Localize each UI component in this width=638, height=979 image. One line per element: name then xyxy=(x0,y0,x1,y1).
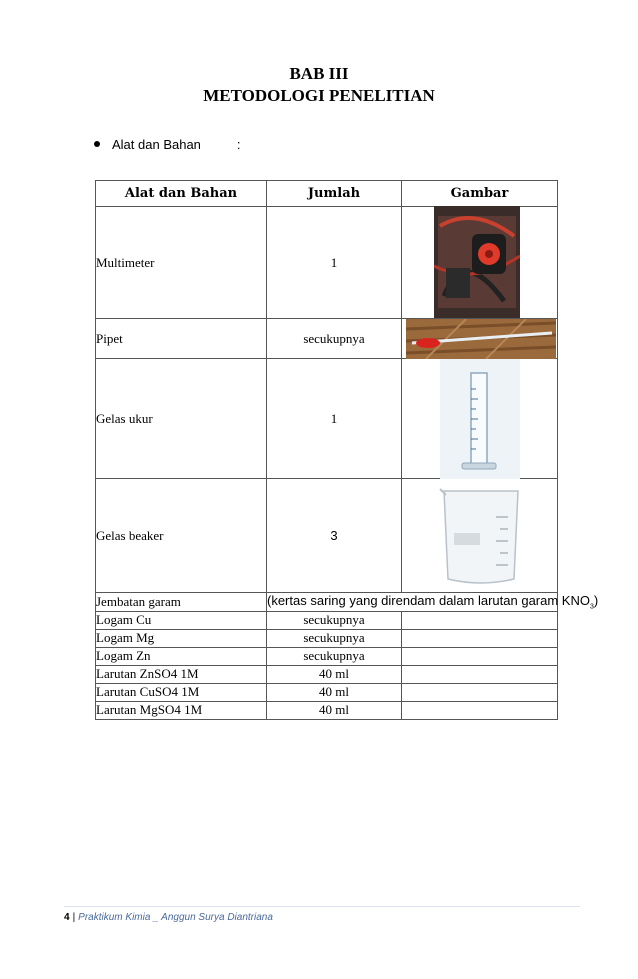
multimeter-photo xyxy=(434,206,520,318)
row-image-cell xyxy=(402,319,558,359)
table-row xyxy=(96,611,558,629)
page-footer xyxy=(64,912,273,923)
row-qty: secukupnya xyxy=(267,611,402,629)
row-qty: 3 xyxy=(267,479,402,593)
row-qty: 40 ml xyxy=(267,683,402,701)
row-name: Multimeter xyxy=(96,207,267,319)
row-image-cell xyxy=(402,665,558,683)
chapter-title: BAB III xyxy=(289,64,349,83)
materials-table xyxy=(95,180,599,720)
bullet-icon xyxy=(94,141,100,147)
section-colon: : xyxy=(236,137,241,152)
table-row xyxy=(96,593,558,612)
table-row xyxy=(96,683,558,701)
row-name: Jembatan garam xyxy=(96,593,267,612)
row-name: Larutan ZnSO4 1M xyxy=(96,665,267,683)
row-name: Pipet xyxy=(96,319,267,359)
footer-divider xyxy=(64,906,580,907)
row-name: Logam Mg xyxy=(96,629,267,647)
table-header-row xyxy=(96,181,558,207)
row-qty: 40 ml xyxy=(267,665,402,683)
table-row xyxy=(96,319,558,359)
row-name: Logam Cu xyxy=(96,611,267,629)
table-row xyxy=(96,701,558,719)
row-qty: secukupnya xyxy=(267,319,402,359)
chapter-subtitle: METODOLOGI PENELITIAN xyxy=(203,86,435,105)
row-image-cell xyxy=(402,611,558,629)
page-number: 4 xyxy=(64,912,70,923)
row-qty: (kertas saring yang direndam dalam larutan garam $KNO_3$) xyxy=(267,593,599,611)
row-image-cell xyxy=(402,683,558,701)
row-qty: secukupnya xyxy=(267,629,402,647)
table-row xyxy=(96,207,558,319)
footer-text: Praktikum Kimia _ Anggun Surya Diantriana xyxy=(78,912,273,923)
footer-separator: | xyxy=(72,912,76,923)
row-qty: 1 xyxy=(267,359,402,479)
row-image-cell xyxy=(402,629,558,647)
table-row xyxy=(96,359,558,479)
table-row xyxy=(96,647,558,665)
row-image-cell xyxy=(402,647,558,665)
row-image-cell xyxy=(402,701,558,719)
row-name: Logam Zn xyxy=(96,647,267,665)
row-name: Gelas beaker xyxy=(96,479,267,593)
row-qty: 40 ml xyxy=(267,701,402,719)
row-qty: 1 xyxy=(267,207,402,319)
header-gambar: Gambar xyxy=(402,181,558,207)
row-qty: secukupnya xyxy=(267,647,402,665)
section-bullet xyxy=(94,137,241,152)
row-image-cell xyxy=(402,207,558,319)
section-label: Alat dan Bahan xyxy=(112,137,201,152)
header-alat-bahan: Alat dan Bahan xyxy=(96,181,267,207)
table-row xyxy=(96,665,558,683)
row-name: Gelas ukur xyxy=(96,359,267,479)
table-row xyxy=(96,479,558,593)
table-row xyxy=(96,629,558,647)
graduated-cylinder-photo xyxy=(440,359,520,479)
header-jumlah: Jumlah xyxy=(267,181,402,207)
beaker-photo xyxy=(422,481,540,591)
pipette-photo xyxy=(406,319,556,359)
row-image-cell xyxy=(402,359,558,479)
row-name: Larutan MgSO4 1M xyxy=(96,701,267,719)
row-image-cell xyxy=(402,479,558,593)
row-name: Larutan CuSO4 1M xyxy=(96,683,267,701)
